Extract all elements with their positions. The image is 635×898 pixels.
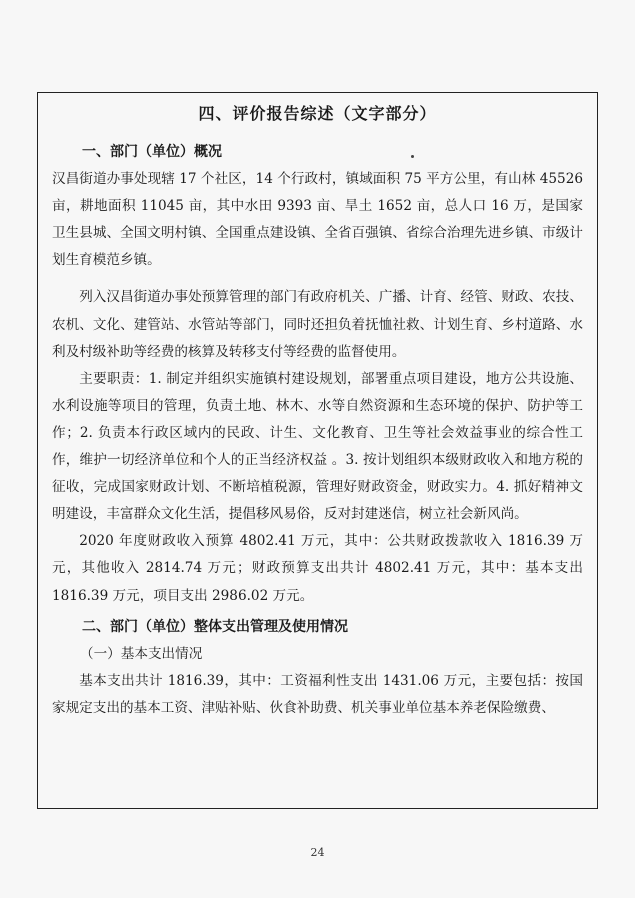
paragraph-basic-expenditure: 基本支出共计 1816.39，其中：工资福利性支出 1431.06 万元，主要包括：按国家规定支出的基本工资、津贴补贴、伙食补助费、机关事业单位基本养老保险缴费、 — [52, 672, 583, 716]
page-number: 24 — [310, 846, 325, 859]
paragraph-duties: 主要职责：1. 制定并组织实施镇村建设规划，部署重点项目建设，地方公共设施、水利设施等项目的管理，负责土地、林木、水等自然资源和生态环境的保护、防护等工作；2. 负责本行政区域内的民政、计生、文化教育、卫生等社会效益事业的综合性工作，维护一切经济单位和个人的正当经济权益 。3. 按计划组织本级财政收入和地方税的征收，完成国家财政计划、不断培植税源，管理好财政资金，财政实力。4. 抓好精神文明建设，丰富群众文化生活，提倡移风易俗，反对封建迷信，树立社会新风尚。 — [52, 370, 583, 523]
report-body — [38, 139, 597, 722]
paragraph-budget: 2020 年度财政收入预算 4802.41 万元，其中：公共财政拨款收入 1816.39 万元，其他收入 2814.74 万元；财政预算支出共计 4802.41 万元，其中：基本支出 1816.39 万元，项目支出 2986.02 万元。 — [52, 533, 583, 604]
subsection-heading-basic: （一）基本支出情况 — [80, 645, 203, 662]
report-frame — [37, 92, 598, 809]
section-heading-overview: 一、部门（单位）概况 — [82, 144, 222, 160]
report-title: 四、评价报告综述（文字部分） — [198, 104, 437, 123]
section-heading-expenditure: 二、部门（单位）整体支出管理及使用情况 — [82, 618, 348, 635]
paragraph-departments: 列入汉昌街道办事处预算管理的部门有政府机关、广播、计育、经管、财政、农技、农机、文化、建管站、水管站等部门，同时还担负着抚恤社救、计划生育、乡村道路、水利及村级补助等经费的核算及转移支付等经费的监督使用。 — [52, 289, 583, 360]
paragraph-overview: 汉昌街道办事处现辖 17 个社区，14 个行政村，镇域面积 75 平方公里，有山林 45526 亩，耕地面积 11045 亩，其中水田 9393 亩、旱土 1652 亩，总人口 16 万，是国家卫生县城、全国文明村镇、全国重点建设镇、全省百强镇、省综合治理先进乡镇、市级计划生育模范乡镇。 — [52, 171, 583, 269]
